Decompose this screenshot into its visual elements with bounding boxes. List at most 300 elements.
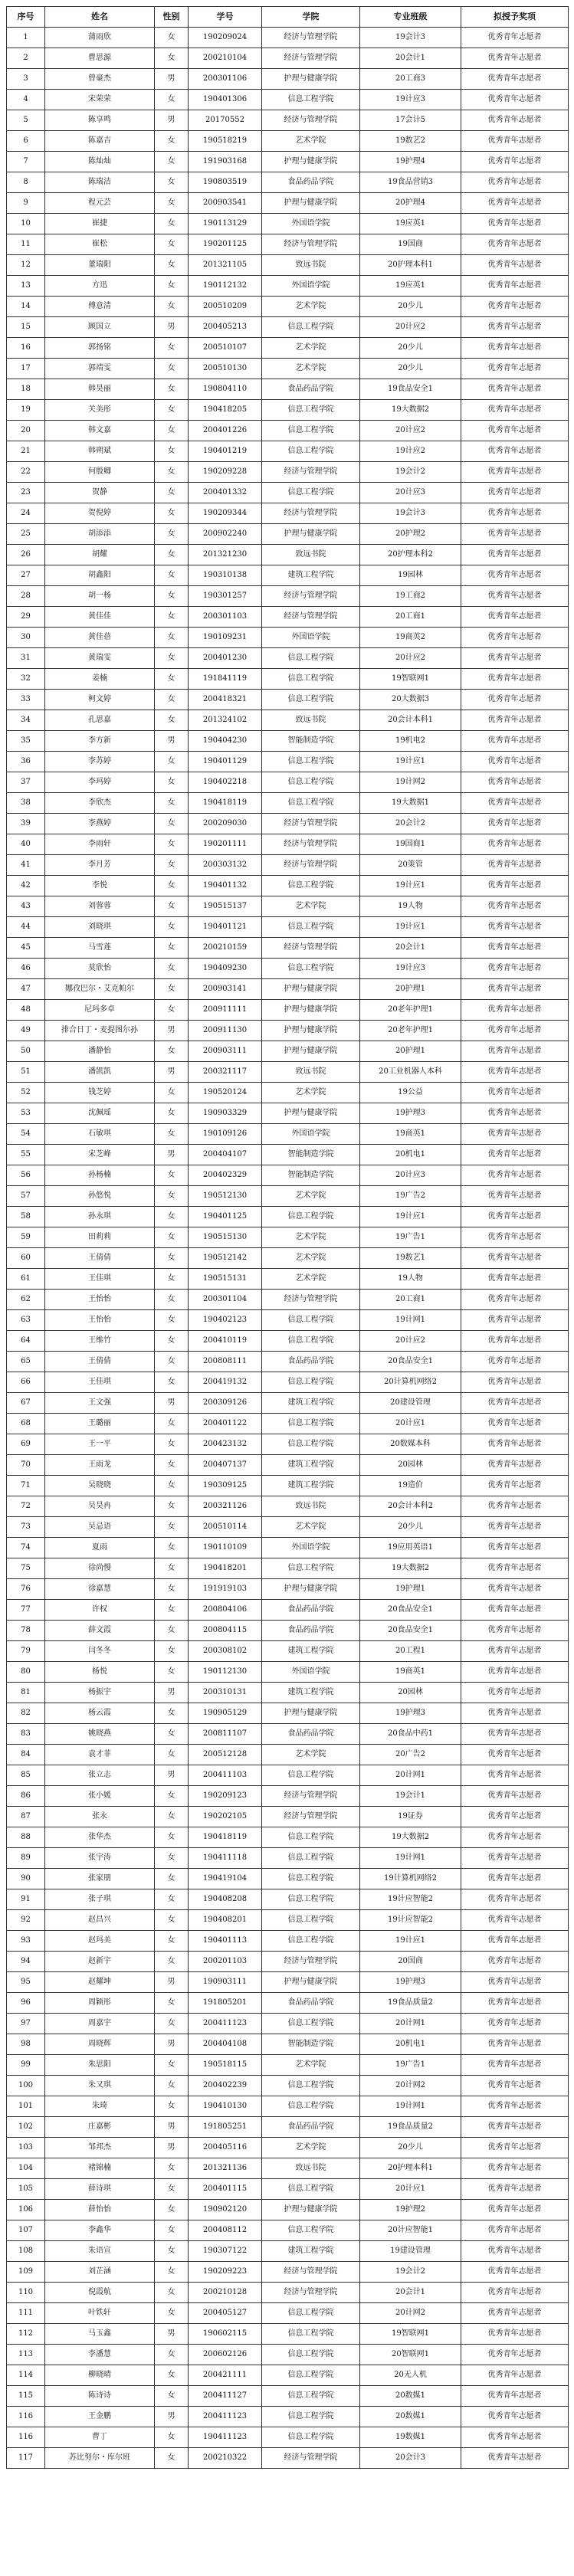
cell-school: 艺术学院 <box>262 359 360 379</box>
cell-gender: 女 <box>155 1434 189 1455</box>
cell-class: 20工业机器人本科 <box>360 1062 461 1083</box>
cell-class: 19计应1 <box>360 1207 461 1227</box>
cell-name: 吴晓晓 <box>45 1476 155 1496</box>
cell-no: 102 <box>7 2117 45 2138</box>
cell-award: 优秀青年志愿者 <box>461 1145 569 1165</box>
cell-student-id: 200903141 <box>189 979 262 1000</box>
cell-student-id: 190404230 <box>189 731 262 752</box>
cell-gender: 女 <box>155 214 189 234</box>
cell-class: 20园林 <box>360 1455 461 1476</box>
table-row <box>7 855 569 876</box>
cell-school: 艺术学院 <box>262 297 360 317</box>
cell-student-id: 200418321 <box>189 690 262 710</box>
table-header <box>7 7 569 28</box>
cell-student-id: 200510107 <box>189 338 262 359</box>
cell-school: 信息工程学院 <box>262 2076 360 2096</box>
cell-award: 优秀青年志愿者 <box>461 400 569 421</box>
table-row <box>7 152 569 172</box>
cell-class: 20计应3 <box>360 483 461 503</box>
cell-award: 优秀青年志愿者 <box>461 1393 569 1414</box>
cell-school: 护理与健康学院 <box>262 1041 360 1062</box>
cell-class: 20会计1 <box>360 48 461 69</box>
table-row <box>7 2138 569 2158</box>
cell-student-id: 200401226 <box>189 421 262 441</box>
cell-no: 6 <box>7 131 45 152</box>
cell-school: 艺术学院 <box>262 338 360 359</box>
cell-award: 优秀青年志愿者 <box>461 255 569 276</box>
cell-gender: 女 <box>155 669 189 690</box>
cell-class: 19人物 <box>360 1269 461 1290</box>
cell-class: 19计应2 <box>360 441 461 462</box>
cell-school: 信息工程学院 <box>262 669 360 690</box>
table-row <box>7 2076 569 2096</box>
table-row <box>7 214 569 234</box>
cell-class: 20会计1 <box>360 938 461 959</box>
cell-name: 杨振宇 <box>45 1683 155 1703</box>
table-row <box>7 1290 569 1310</box>
cell-student-id: 200407137 <box>189 1455 262 1476</box>
cell-gender: 女 <box>155 131 189 152</box>
cell-name: 李苏婷 <box>45 752 155 772</box>
cell-no: 9 <box>7 193 45 214</box>
table-row <box>7 503 569 524</box>
cell-award: 优秀青年志愿者 <box>461 524 569 545</box>
cell-class: 20护理1 <box>360 979 461 1000</box>
cell-name: 王维竹 <box>45 1331 155 1352</box>
cell-class: 20少儿 <box>360 338 461 359</box>
cell-class: 19大数据2 <box>360 1558 461 1579</box>
cell-name: 何殷卿 <box>45 462 155 483</box>
cell-award: 优秀青年志愿者 <box>461 338 569 359</box>
table-row <box>7 193 569 214</box>
cell-school: 护理与健康学院 <box>262 979 360 1000</box>
cell-student-id: 200510209 <box>189 297 262 317</box>
cell-name: 胡一杨 <box>45 586 155 607</box>
cell-no: 34 <box>7 710 45 731</box>
cell-award: 优秀青年志愿者 <box>461 1331 569 1352</box>
cell-gender: 女 <box>155 379 189 400</box>
cell-student-id: 190512142 <box>189 1248 262 1269</box>
cell-class: 20计应3 <box>360 1165 461 1186</box>
cell-class: 19数媒1 <box>360 2427 461 2448</box>
cell-name: 宋芝峰 <box>45 1145 155 1165</box>
cell-gender: 女 <box>155 503 189 524</box>
table-row <box>7 1621 569 1641</box>
table-row <box>7 462 569 483</box>
cell-no: 60 <box>7 1248 45 1269</box>
cell-school: 艺术学院 <box>262 1227 360 1248</box>
cell-award: 优秀青年志愿者 <box>461 1476 569 1496</box>
cell-gender: 女 <box>155 2386 189 2407</box>
cell-student-id: 190301257 <box>189 586 262 607</box>
cell-school: 致远书院 <box>262 710 360 731</box>
cell-name: 方迅 <box>45 276 155 297</box>
cell-gender: 男 <box>155 1765 189 1786</box>
cell-award: 优秀青年志愿者 <box>461 1455 569 1476</box>
cell-award: 优秀青年志愿者 <box>461 710 569 731</box>
table-row <box>7 1476 569 1496</box>
cell-school: 致远书院 <box>262 255 360 276</box>
cell-gender: 女 <box>155 1745 189 1765</box>
cell-student-id: 190109231 <box>189 628 262 648</box>
cell-class: 20会计2 <box>360 814 461 834</box>
cell-name: 娜孜巴尔・艾克帕尔 <box>45 979 155 1000</box>
cell-student-id: 200303132 <box>189 855 262 876</box>
cell-class: 20护理2 <box>360 524 461 545</box>
cell-award: 优秀青年志愿者 <box>461 1765 569 1786</box>
cell-name: 吴忌语 <box>45 1517 155 1538</box>
cell-award: 优秀青年志愿者 <box>461 2034 569 2055</box>
cell-class: 20护理本科1 <box>360 255 461 276</box>
cell-school: 信息工程学院 <box>262 90 360 110</box>
cell-award: 优秀青年志愿者 <box>461 1889 569 1910</box>
cell-no: 85 <box>7 1765 45 1786</box>
cell-name: 胡鑫阳 <box>45 565 155 586</box>
cell-no: 55 <box>7 1145 45 1165</box>
cell-school: 外国语学院 <box>262 628 360 648</box>
cell-student-id: 200510114 <box>189 1517 262 1538</box>
table-body <box>7 28 569 2469</box>
cell-class: 20少儿 <box>360 1517 461 1538</box>
cell-award: 优秀青年志愿者 <box>461 1000 569 1021</box>
cell-school: 经济与管理学院 <box>262 1786 360 1807</box>
cell-gender: 女 <box>155 979 189 1000</box>
cell-name: 张永 <box>45 1807 155 1827</box>
cell-name: 袁才菲 <box>45 1745 155 1765</box>
cell-student-id: 190209228 <box>189 462 262 483</box>
cell-no: 48 <box>7 1000 45 1021</box>
cell-gender: 女 <box>155 1414 189 1434</box>
cell-award: 优秀青年志愿者 <box>461 1972 569 1993</box>
cell-gender: 女 <box>155 565 189 586</box>
cell-name: 李燕婷 <box>45 814 155 834</box>
cell-student-id: 200402239 <box>189 2076 262 2096</box>
cell-student-id: 200210159 <box>189 938 262 959</box>
cell-award: 优秀青年志愿者 <box>461 131 569 152</box>
cell-student-id: 200321117 <box>189 1062 262 1083</box>
cell-name: 程元芸 <box>45 193 155 214</box>
cell-school: 信息工程学院 <box>262 959 360 979</box>
cell-student-id: 200309126 <box>189 1393 262 1414</box>
table-row <box>7 338 569 359</box>
cell-student-id: 190402123 <box>189 1310 262 1331</box>
cell-class: 19食品营销3 <box>360 172 461 193</box>
cell-school: 信息工程学院 <box>262 1910 360 1931</box>
cell-student-id: 200421111 <box>189 2365 262 2386</box>
cell-gender: 女 <box>155 1476 189 1496</box>
cell-award: 优秀青年志愿者 <box>461 152 569 172</box>
cell-class: 19食品安全1 <box>360 379 461 400</box>
cell-school: 外国语学院 <box>262 276 360 297</box>
cell-school: 经济与管理学院 <box>262 28 360 48</box>
cell-gender: 女 <box>155 1310 189 1331</box>
cell-school: 经济与管理学院 <box>262 814 360 834</box>
table-row <box>7 834 569 855</box>
cell-student-id: 200902240 <box>189 524 262 545</box>
cell-name: 吴昊冉 <box>45 1496 155 1517</box>
table-row <box>7 690 569 710</box>
cell-gender: 女 <box>155 1041 189 1062</box>
cell-class: 20工商1 <box>360 607 461 628</box>
cell-school: 护理与健康学院 <box>262 193 360 214</box>
cell-gender: 女 <box>155 90 189 110</box>
table-row <box>7 1124 569 1145</box>
table-row <box>7 1641 569 1662</box>
cell-no: 17 <box>7 359 45 379</box>
cell-student-id: 190201125 <box>189 234 262 255</box>
cell-class: 17会计5 <box>360 110 461 131</box>
table-row <box>7 359 569 379</box>
table-row <box>7 2179 569 2200</box>
cell-student-id: 200301106 <box>189 69 262 90</box>
cell-name: 孔思嘉 <box>45 710 155 731</box>
cell-school: 艺术学院 <box>262 2138 360 2158</box>
cell-award: 优秀青年志愿者 <box>461 2055 569 2076</box>
cell-gender: 女 <box>155 2076 189 2096</box>
cell-student-id: 190418119 <box>189 793 262 814</box>
cell-student-id: 200411123 <box>189 2014 262 2034</box>
table-row <box>7 48 569 69</box>
cell-school: 经济与管理学院 <box>262 234 360 255</box>
cell-name: 朱思阳 <box>45 2055 155 2076</box>
cell-class: 19园林 <box>360 565 461 586</box>
cell-school: 智能制造学院 <box>262 1145 360 1165</box>
cell-no: 50 <box>7 1041 45 1062</box>
cell-school: 信息工程学院 <box>262 1331 360 1352</box>
cell-name: 李月芳 <box>45 855 155 876</box>
cell-gender: 女 <box>155 2262 189 2283</box>
cell-class: 20国商 <box>360 1952 461 1972</box>
table-row <box>7 2158 569 2179</box>
cell-no: 13 <box>7 276 45 297</box>
cell-award: 优秀青年志愿者 <box>461 1372 569 1393</box>
cell-class: 20计算机网络2 <box>360 1372 461 1393</box>
cell-no: 22 <box>7 462 45 483</box>
cell-no: 7 <box>7 152 45 172</box>
cell-school: 经济与管理学院 <box>262 834 360 855</box>
cell-award: 优秀青年志愿者 <box>461 462 569 483</box>
cell-school: 食品药品学院 <box>262 172 360 193</box>
cell-student-id: 190112130 <box>189 1662 262 1683</box>
cell-no: 15 <box>7 317 45 338</box>
cell-name: 柳晓晴 <box>45 2365 155 2386</box>
cell-award: 优秀青年志愿者 <box>461 2386 569 2407</box>
cell-student-id: 191805201 <box>189 1993 262 2014</box>
cell-name: 刘芷涵 <box>45 2262 155 2283</box>
cell-no: 1 <box>7 28 45 48</box>
cell-award: 优秀青年志愿者 <box>461 110 569 131</box>
header-class: 专业班级 <box>360 7 461 28</box>
table-row <box>7 1600 569 1621</box>
cell-award: 优秀青年志愿者 <box>461 1310 569 1331</box>
cell-school: 致远书院 <box>262 1496 360 1517</box>
cell-gender: 女 <box>155 1165 189 1186</box>
cell-award: 优秀青年志愿者 <box>461 586 569 607</box>
cell-name: 张家朋 <box>45 1869 155 1889</box>
cell-gender: 女 <box>155 1869 189 1889</box>
cell-gender: 男 <box>155 2407 189 2427</box>
cell-school: 护理与健康学院 <box>262 2200 360 2220</box>
cell-gender: 女 <box>155 1952 189 1972</box>
cell-no: 113 <box>7 2345 45 2365</box>
cell-student-id: 200301104 <box>189 1290 262 1310</box>
cell-student-id: 200321126 <box>189 1496 262 1517</box>
cell-class: 20护理1 <box>360 1041 461 1062</box>
cell-school: 信息工程学院 <box>262 772 360 793</box>
cell-student-id: 190515130 <box>189 1227 262 1248</box>
cell-gender: 女 <box>155 462 189 483</box>
cell-name: 徐嘉慧 <box>45 1579 155 1600</box>
cell-name: 李雨轩 <box>45 834 155 855</box>
cell-class: 19计网2 <box>360 772 461 793</box>
cell-gender: 女 <box>155 152 189 172</box>
cell-award: 优秀青年志愿者 <box>461 545 569 565</box>
cell-school: 食品药品学院 <box>262 1621 360 1641</box>
cell-school: 信息工程学院 <box>262 1889 360 1910</box>
cell-award: 优秀青年志愿者 <box>461 917 569 938</box>
cell-class: 19商英1 <box>360 1662 461 1683</box>
cell-name: 王金鹏 <box>45 2407 155 2427</box>
cell-student-id: 190209123 <box>189 1786 262 1807</box>
cell-student-id: 200411123 <box>189 2407 262 2427</box>
cell-student-id: 190401132 <box>189 876 262 896</box>
cell-school: 经济与管理学院 <box>262 2283 360 2303</box>
cell-name: 邹邦杰 <box>45 2138 155 2158</box>
cell-student-id: 191841119 <box>189 669 262 690</box>
cell-student-id: 190401219 <box>189 441 262 462</box>
cell-gender: 女 <box>155 1600 189 1621</box>
cell-no: 89 <box>7 1848 45 1869</box>
cell-no: 59 <box>7 1227 45 1248</box>
table-row <box>7 110 569 131</box>
cell-student-id: 200308102 <box>189 1641 262 1662</box>
cell-no: 56 <box>7 1165 45 1186</box>
cell-no: 53 <box>7 1103 45 1124</box>
cell-award: 优秀青年志愿者 <box>461 1227 569 1248</box>
cell-school: 信息工程学院 <box>262 917 360 938</box>
cell-name: 许权 <box>45 1600 155 1621</box>
cell-no: 57 <box>7 1186 45 1207</box>
table-row <box>7 1062 569 1083</box>
cell-student-id: 190803519 <box>189 172 262 193</box>
cell-class: 20食品安全1 <box>360 1352 461 1372</box>
cell-name: 周颖彤 <box>45 1993 155 2014</box>
cell-no: 8 <box>7 172 45 193</box>
cell-gender: 女 <box>155 855 189 876</box>
cell-award: 优秀青年志愿者 <box>461 1041 569 1062</box>
cell-no: 83 <box>7 1724 45 1745</box>
cell-school: 护理与健康学院 <box>262 1703 360 1724</box>
cell-school: 信息工程学院 <box>262 441 360 462</box>
table-row <box>7 1869 569 1889</box>
cell-award: 优秀青年志愿者 <box>461 214 569 234</box>
cell-no: 43 <box>7 896 45 917</box>
cell-school: 护理与健康学院 <box>262 1103 360 1124</box>
cell-school: 建筑工程学院 <box>262 565 360 586</box>
cell-school: 外国语学院 <box>262 1538 360 1558</box>
table-row <box>7 379 569 400</box>
cell-name: 朱又琪 <box>45 2076 155 2096</box>
table-row <box>7 959 569 979</box>
cell-school: 经济与管理学院 <box>262 938 360 959</box>
cell-gender: 女 <box>155 2220 189 2241</box>
cell-gender: 女 <box>155 338 189 359</box>
cell-name: 赵玛美 <box>45 1931 155 1952</box>
cell-gender: 女 <box>155 234 189 255</box>
cell-name: 张立志 <box>45 1765 155 1786</box>
cell-student-id: 190418205 <box>189 400 262 421</box>
cell-name: 王倩倩 <box>45 1248 155 1269</box>
cell-no: 79 <box>7 1641 45 1662</box>
cell-student-id: 190113129 <box>189 214 262 234</box>
cell-gender: 女 <box>155 172 189 193</box>
cell-student-id: 190408201 <box>189 1910 262 1931</box>
cell-class: 20数媒1 <box>360 2407 461 2427</box>
cell-school: 建筑工程学院 <box>262 1641 360 1662</box>
cell-gender: 女 <box>155 2303 189 2324</box>
cell-school: 艺术学院 <box>262 1248 360 1269</box>
table-row <box>7 2241 569 2262</box>
table-row <box>7 1434 569 1455</box>
cell-school: 艺术学院 <box>262 1083 360 1103</box>
table-row <box>7 1662 569 1683</box>
cell-name: 陈诗诗 <box>45 2386 155 2407</box>
cell-student-id: 190419104 <box>189 1869 262 1889</box>
cell-name: 杨云霞 <box>45 1703 155 1724</box>
cell-class: 20建设管理 <box>360 1393 461 1414</box>
cell-student-id: 190109126 <box>189 1124 262 1145</box>
table-row <box>7 1889 569 1910</box>
cell-no: 29 <box>7 607 45 628</box>
table-row <box>7 545 569 565</box>
cell-award: 优秀青年志愿者 <box>461 193 569 214</box>
cell-name: 马雪莲 <box>45 938 155 959</box>
cell-no: 110 <box>7 2283 45 2303</box>
cell-name: 崔松 <box>45 234 155 255</box>
cell-school: 经济与管理学院 <box>262 462 360 483</box>
table-row <box>7 793 569 814</box>
cell-name: 韩朔斌 <box>45 441 155 462</box>
cell-award: 优秀青年志愿者 <box>461 814 569 834</box>
cell-name: 黄瑞雯 <box>45 648 155 669</box>
cell-student-id: 200423132 <box>189 1434 262 1455</box>
cell-student-id: 200808111 <box>189 1352 262 1372</box>
cell-class: 19护理3 <box>360 1972 461 1993</box>
cell-school: 艺术学院 <box>262 1269 360 1290</box>
cell-no: 23 <box>7 483 45 503</box>
cell-school: 护理与健康学院 <box>262 152 360 172</box>
cell-school: 信息工程学院 <box>262 2014 360 2034</box>
cell-class: 19会计3 <box>360 503 461 524</box>
cell-class: 19工商2 <box>360 586 461 607</box>
cell-award: 优秀青年志愿者 <box>461 2076 569 2096</box>
table-row <box>7 1248 569 1269</box>
cell-name: 陈享鸣 <box>45 110 155 131</box>
cell-no: 86 <box>7 1786 45 1807</box>
cell-school: 信息工程学院 <box>262 2220 360 2241</box>
table-row <box>7 441 569 462</box>
cell-name: 沈佩瑶 <box>45 1103 155 1124</box>
cell-no: 45 <box>7 938 45 959</box>
cell-name: 贺倪婷 <box>45 503 155 524</box>
cell-award: 优秀青年志愿者 <box>461 896 569 917</box>
cell-no: 66 <box>7 1372 45 1393</box>
cell-award: 优秀青年志愿者 <box>461 1724 569 1745</box>
cell-no: 100 <box>7 2076 45 2096</box>
cell-award: 优秀青年志愿者 <box>461 1683 569 1703</box>
cell-gender: 男 <box>155 2034 189 2055</box>
cell-school: 信息工程学院 <box>262 2179 360 2200</box>
